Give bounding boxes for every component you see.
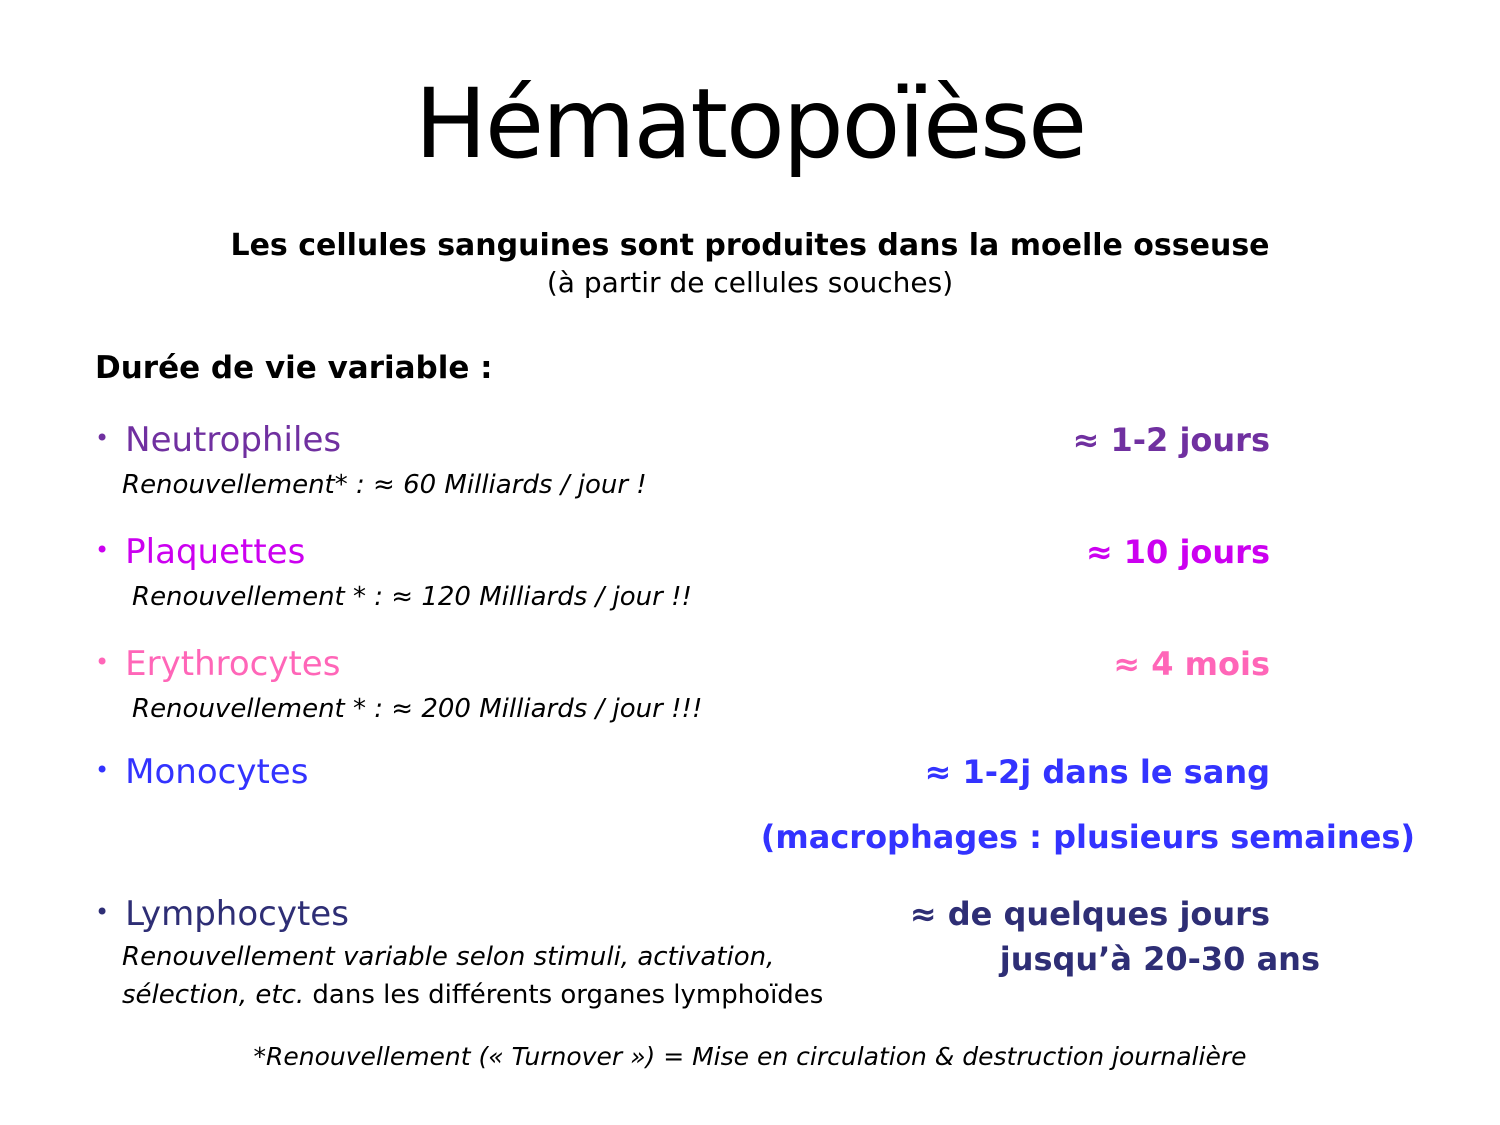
bullet-icon: •	[95, 898, 110, 926]
item-label-group	[95, 420, 341, 460]
subtitle-main: Les cellules sanguines sont produites dans la moelle osseuse	[230, 228, 1270, 263]
renewal-note: Renouvellement * : ≈ 200 Milliards / jour !!!	[132, 694, 703, 724]
lifespan-value: ≈ de quelques jours	[909, 895, 1270, 933]
renewal-note-italic-part: sélection, etc.	[122, 980, 305, 1010]
cell-name: Neutrophiles	[125, 420, 342, 460]
list-item-neutrophiles	[95, 420, 1270, 460]
cell-name: Plaquettes	[125, 532, 306, 572]
item-label-group	[95, 752, 308, 792]
footnote: *Renouvellement (« Turnover ») = Mise en circulation & destruction journalière	[253, 1042, 1247, 1071]
list-item-plaquettes	[95, 532, 1270, 572]
lifespan-value: ≈ 1-2 jours	[1072, 421, 1270, 459]
cell-name: Lymphocytes	[125, 894, 349, 934]
list-item-monocytes	[95, 752, 1270, 792]
lifespan-value-secondary: (macrophages : plusieurs semaines)	[760, 818, 1415, 856]
cell-name: Erythrocytes	[125, 644, 341, 684]
renewal-note-line2	[122, 980, 823, 1010]
item-label-group	[95, 894, 349, 934]
lifespan-value-secondary: jusqu’à 20-30 ans	[999, 940, 1320, 978]
lifespan-value: ≈ 10 jours	[1085, 533, 1270, 571]
item-label-group	[95, 644, 340, 684]
cell-name: Monocytes	[125, 752, 309, 792]
section-heading: Durée de vie variable :	[95, 350, 493, 386]
renewal-note-line1: Renouvellement variable selon stimuli, activation,	[122, 942, 775, 972]
bullet-icon: •	[95, 648, 110, 676]
bullet-icon: •	[95, 424, 110, 452]
bullet-icon: •	[95, 536, 110, 564]
item-label-group	[95, 532, 305, 572]
renewal-note-regular-part: dans les différents organes lymphoïdes	[304, 980, 824, 1010]
lifespan-value: ≈ 4 mois	[1113, 645, 1270, 683]
list-item-lymphocytes	[95, 894, 1270, 934]
subtitle-sub: (à partir de cellules souches)	[546, 266, 954, 299]
list-item-erythrocytes	[95, 644, 1270, 684]
renewal-note: Renouvellement* : ≈ 60 Milliards / jour !	[122, 470, 647, 500]
renewal-note: Renouvellement * : ≈ 120 Milliards / jour !!	[132, 582, 692, 612]
page-title: Hématopoïèse	[414, 68, 1086, 180]
lifespan-value: ≈ 1-2j dans le sang	[924, 753, 1270, 791]
bullet-icon: •	[95, 756, 110, 784]
